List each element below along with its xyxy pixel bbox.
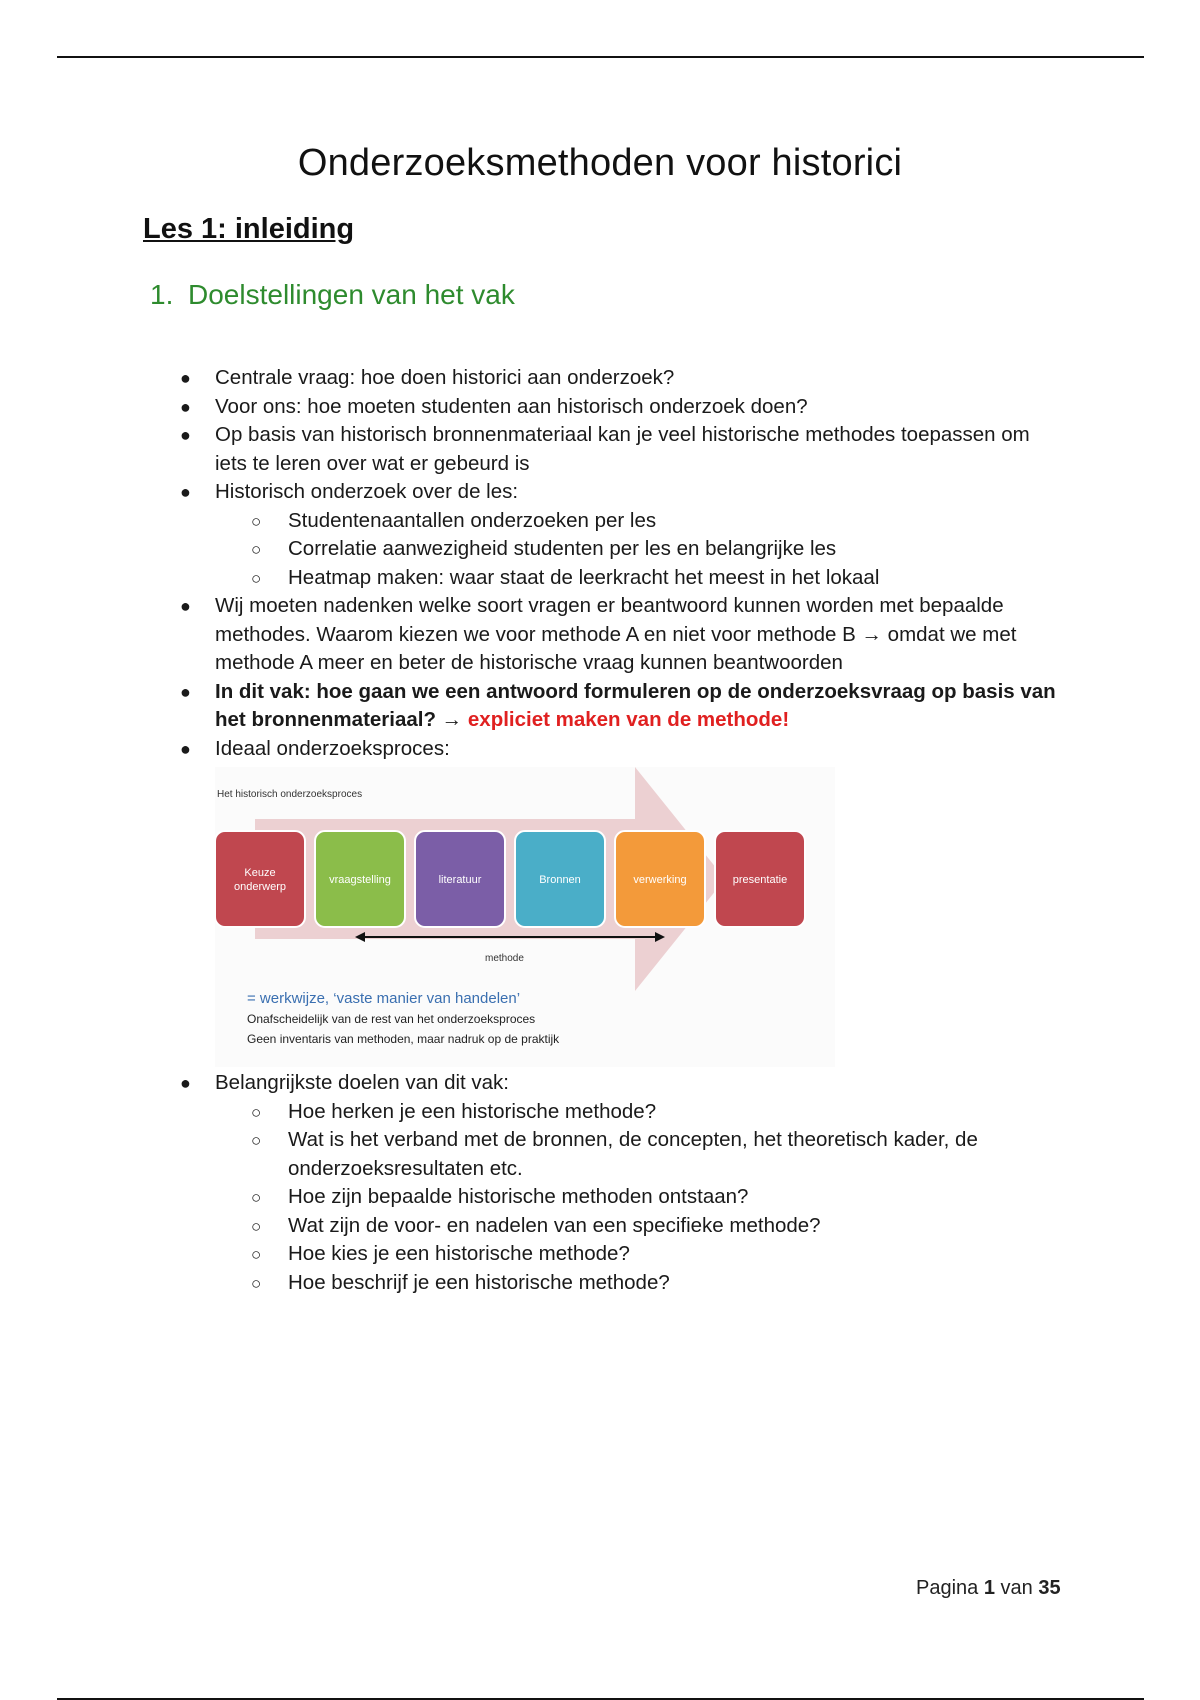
step-label: verwerking (633, 874, 687, 886)
sub-list-item: ○ Hoe kies je een historische methode? (251, 1242, 630, 1265)
section-heading (150, 279, 515, 311)
step-label: vraagstelling (329, 874, 391, 886)
section-number: 1. (150, 279, 174, 310)
list-item: ● Belangrijkste doelen van dit vak: (180, 1071, 510, 1094)
list-item: ● Ideaal onderzoeksproces: (180, 736, 450, 760)
sub-list-item: ○ Studentenaantallen onderzoeken per les (251, 508, 657, 532)
sub-list-item: ○ Hoe herken je een historische methode? (251, 1099, 657, 1123)
method-definition: = werkwijze, ‘vaste manier van handelen’ (247, 990, 521, 1007)
list-item: ● Op basis van historisch bronnenmateriaal kan je veel historische methodes toepassen om iets te leren over wat er gebeurd is (180, 423, 1030, 475)
list-item: ● Historisch onderzoek over de les: (180, 480, 519, 503)
page-title: Onderzoeksmethoden voor historici (297, 142, 903, 184)
step-label: presentatie (732, 874, 788, 886)
list-item: ● Voor ons: hoe moeten studenten aan historisch onderzoek doen? (180, 394, 808, 418)
list-item: ● Centrale vraag: hoe doen historici aan onderzoek? (180, 366, 675, 389)
step-label: Keuze (244, 867, 276, 879)
sub-list-item: ○ Heatmap maken: waar staat de leerkracht het meest in het lokaal (251, 565, 880, 589)
diagram-svg (215, 767, 835, 1067)
list-item: ● Wij moeten nadenken welke soort vragen er beantwoord kunnen worden met bepaalde methodes. Waarom kiezen we voor methode A en niet voor methode B → omdat we met methode A meer en beter de historische vraag kunnen beantwoorden (180, 594, 1017, 674)
bullet-list (0, 364, 1200, 1297)
emphasis-text: expliciet maken van de methode! (467, 708, 790, 731)
diagram-note-2: Geen inventaris van methoden, maar nadruk op de praktijk (247, 1032, 560, 1046)
diagram-title: Het historisch onderzoeksproces (217, 789, 363, 800)
sub-list-item: ○ Wat zijn de voor- en nadelen van een specifieke methode? (251, 1213, 821, 1237)
diagram-note-1: Onafscheidelijk van de rest van het onderzoeksproces (247, 1012, 536, 1026)
top-rule (57, 56, 1144, 58)
research-process-diagram (215, 767, 835, 1067)
sub-list-item: ○ Correlatie aanwezigheid studenten per les en belangrijke les (251, 537, 837, 560)
step-box (215, 831, 305, 927)
page-footer: Pagina 1 van 35 (916, 1577, 1061, 1599)
sub-list-item: ○ Wat is het verband met de bronnen, de concepten, het theoretisch kader, de onderzoeksresultaten etc. (251, 1128, 978, 1180)
sub-list-item: ○ Hoe zijn bepaalde historische methoden ontstaan? (251, 1185, 749, 1208)
method-label: methode (485, 953, 524, 964)
step-label: Bronnen (539, 874, 581, 886)
sub-list-item: ○ Hoe beschrijf je een historische methode? (251, 1270, 670, 1294)
current-page: 1 (983, 1577, 995, 1599)
list-item: ● In dit vak: hoe gaan we een antwoord formuleren op de onderzoeksvraag op basis van het bronnenmateriaal? → expliciet maken van de methode! (180, 679, 1056, 731)
step-label: onderwerp (234, 881, 286, 893)
step-label: literatuur (438, 874, 482, 886)
section-title: Doelstellingen van het vak (188, 279, 515, 310)
lesson-heading: Les 1: inleiding (143, 213, 355, 245)
total-pages: 35 (1038, 1577, 1061, 1599)
